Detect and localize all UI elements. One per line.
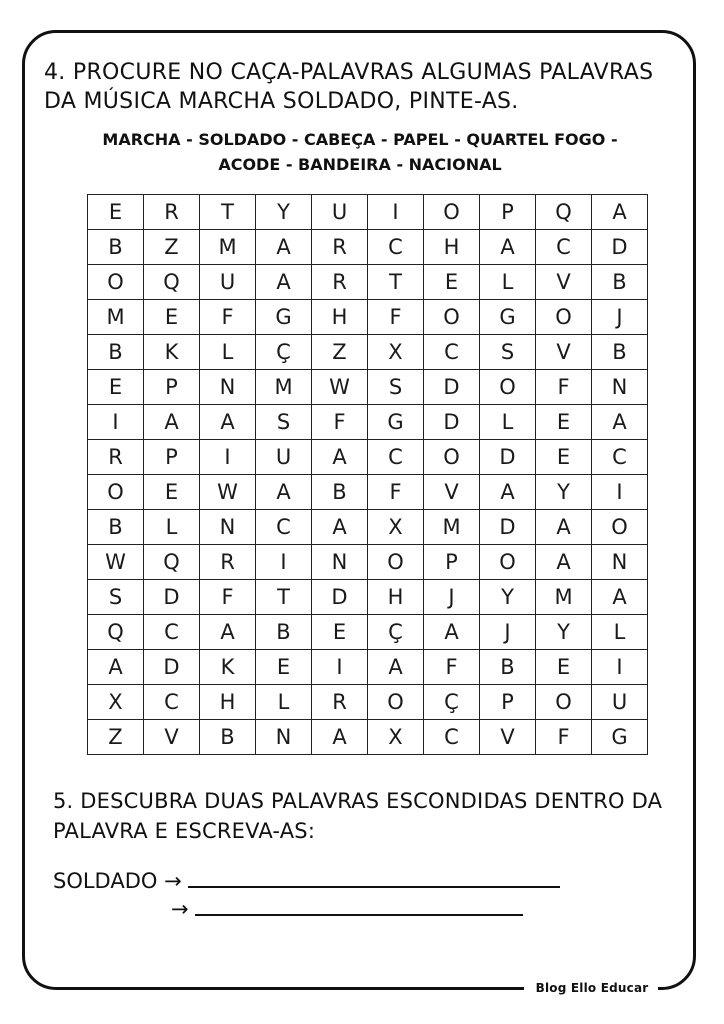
grid-cell[interactable]: O — [536, 685, 592, 720]
grid-row — [88, 545, 648, 580]
grid-row — [88, 615, 648, 650]
grid-cell[interactable]: A — [368, 650, 424, 685]
grid-cell[interactable]: E — [424, 265, 480, 300]
footer-credit: Blog Ello Educar — [535, 981, 649, 995]
grid-cell[interactable]: B — [592, 335, 648, 370]
grid-cell[interactable]: B — [480, 650, 536, 685]
grid-cell[interactable]: V — [536, 335, 592, 370]
grid-cell[interactable]: I — [312, 650, 368, 685]
grid-row — [88, 475, 648, 510]
grid-cell[interactable]: N — [312, 545, 368, 580]
grid-cell[interactable]: M — [88, 300, 144, 335]
grid-cell[interactable]: Q — [88, 615, 144, 650]
grid-cell[interactable]: O — [592, 510, 648, 545]
grid-cell[interactable]: G — [592, 720, 648, 755]
grid-cell[interactable]: A — [256, 265, 312, 300]
grid-cell[interactable]: H — [200, 685, 256, 720]
grid-cell[interactable]: F — [200, 580, 256, 615]
grid-cell[interactable]: D — [144, 650, 200, 685]
grid-cell[interactable]: O — [88, 265, 144, 300]
grid-cell[interactable]: D — [480, 510, 536, 545]
grid-cell[interactable]: O — [424, 195, 480, 230]
grid-cell[interactable]: K — [200, 650, 256, 685]
grid-cell[interactable]: V — [536, 265, 592, 300]
grid-cell[interactable]: Z — [312, 335, 368, 370]
grid-cell[interactable]: W — [312, 370, 368, 405]
grid-cell[interactable]: R — [200, 545, 256, 580]
grid-cell[interactable]: I — [592, 475, 648, 510]
grid-cell[interactable]: M — [536, 580, 592, 615]
grid-cell[interactable]: J — [592, 300, 648, 335]
grid-cell[interactable]: C — [368, 230, 424, 265]
grid-cell[interactable]: U — [200, 265, 256, 300]
grid-cell[interactable]: E — [88, 370, 144, 405]
grid-cell[interactable]: I — [88, 405, 144, 440]
grid-row — [88, 265, 648, 300]
grid-cell[interactable]: H — [312, 300, 368, 335]
grid-cell[interactable]: R — [88, 440, 144, 475]
grid-cell[interactable]: F — [424, 650, 480, 685]
grid-cell[interactable]: U — [312, 195, 368, 230]
grid-cell[interactable]: I — [368, 195, 424, 230]
grid-cell[interactable]: L — [480, 405, 536, 440]
grid-cell[interactable]: I — [592, 650, 648, 685]
grid-cell[interactable]: G — [256, 300, 312, 335]
grid-cell[interactable]: O — [480, 545, 536, 580]
grid-cell[interactable]: N — [200, 370, 256, 405]
grid-cell[interactable]: T — [368, 265, 424, 300]
grid-cell[interactable]: W — [88, 545, 144, 580]
grid-row — [88, 335, 648, 370]
grid-cell[interactable]: Z — [88, 720, 144, 755]
grid-cell[interactable]: A — [200, 615, 256, 650]
grid-cell[interactable]: A — [144, 405, 200, 440]
grid-cell[interactable]: P — [144, 440, 200, 475]
grid-cell[interactable]: K — [144, 335, 200, 370]
grid-cell[interactable]: F — [536, 720, 592, 755]
grid-cell[interactable]: P — [144, 370, 200, 405]
grid-cell[interactable]: E — [536, 440, 592, 475]
grid-cell[interactable]: J — [480, 615, 536, 650]
grid-cell[interactable]: E — [144, 475, 200, 510]
question-4-line-2: DA MÚSICA MARCHA SOLDADO, PINTE-AS. — [44, 89, 519, 114]
grid-cell[interactable]: Y — [480, 580, 536, 615]
grid-cell[interactable]: X — [368, 510, 424, 545]
grid-row — [88, 510, 648, 545]
grid-cell[interactable]: Y — [536, 475, 592, 510]
grid-cell[interactable]: V — [144, 720, 200, 755]
question-5-line-2: PALAVRA E ESCREVA-AS: — [53, 819, 316, 843]
grid-cell[interactable]: O — [88, 475, 144, 510]
grid-cell[interactable]: V — [480, 720, 536, 755]
grid-cell[interactable]: F — [368, 300, 424, 335]
arrow-icon: → — [171, 897, 189, 921]
grid-cell[interactable]: G — [480, 300, 536, 335]
answer-row-2 — [171, 896, 523, 921]
grid-cell[interactable]: D — [312, 580, 368, 615]
grid-cell[interactable]: S — [368, 370, 424, 405]
grid-cell[interactable]: B — [592, 265, 648, 300]
grid-cell[interactable]: I — [256, 545, 312, 580]
grid-row — [88, 195, 648, 230]
grid-cell[interactable]: L — [256, 685, 312, 720]
grid-cell[interactable]: C — [368, 440, 424, 475]
grid-cell[interactable]: A — [480, 475, 536, 510]
grid-cell[interactable]: A — [592, 580, 648, 615]
grid-cell[interactable]: A — [88, 650, 144, 685]
answer-line-1[interactable] — [188, 868, 560, 888]
grid-cell[interactable]: C — [424, 720, 480, 755]
grid-cell[interactable]: D — [424, 405, 480, 440]
grid-cell[interactable]: D — [480, 440, 536, 475]
grid-row — [88, 580, 648, 615]
grid-cell[interactable]: E — [536, 405, 592, 440]
grid-cell[interactable]: N — [256, 720, 312, 755]
grid-cell[interactable]: B — [200, 720, 256, 755]
grid-cell[interactable]: S — [88, 580, 144, 615]
grid-cell[interactable]: A — [256, 475, 312, 510]
grid-cell[interactable]: C — [144, 685, 200, 720]
grid-cell[interactable]: Z — [144, 230, 200, 265]
grid-cell[interactable]: R — [144, 195, 200, 230]
grid-cell[interactable]: N — [592, 370, 648, 405]
grid-cell[interactable]: C — [256, 510, 312, 545]
grid-row — [88, 300, 648, 335]
grid-cell[interactable]: C — [592, 440, 648, 475]
grid-cell[interactable]: L — [200, 335, 256, 370]
grid-cell[interactable]: A — [424, 615, 480, 650]
arrow-icon: → — [164, 869, 182, 893]
grid-cell[interactable]: D — [424, 370, 480, 405]
grid-cell[interactable]: Q — [536, 195, 592, 230]
grid-cell[interactable]: B — [88, 335, 144, 370]
grid-cell[interactable]: Ç — [424, 685, 480, 720]
grid-cell[interactable]: O — [368, 545, 424, 580]
grid-cell[interactable]: B — [88, 510, 144, 545]
grid-cell[interactable]: B — [256, 615, 312, 650]
grid-cell[interactable]: F — [368, 475, 424, 510]
grid-cell[interactable]: E — [536, 650, 592, 685]
grid-cell[interactable]: J — [424, 580, 480, 615]
grid-cell[interactable]: O — [536, 300, 592, 335]
grid-cell[interactable]: H — [368, 580, 424, 615]
grid-cell[interactable]: B — [312, 475, 368, 510]
grid-cell[interactable]: U — [256, 440, 312, 475]
grid-row — [88, 720, 648, 755]
grid-cell[interactable]: F — [536, 370, 592, 405]
word-list-line-2: ACODE - BANDEIRA - NACIONAL — [218, 155, 502, 174]
grid-cell[interactable]: W — [200, 475, 256, 510]
word-list-line-1: MARCHA - SOLDADO - CABEÇA - PAPEL - QUARTEL FOGO - — [102, 130, 618, 149]
grid-cell[interactable]: B — [88, 230, 144, 265]
grid-cell[interactable]: O — [368, 685, 424, 720]
grid-cell[interactable]: A — [312, 510, 368, 545]
grid-cell[interactable]: M — [256, 370, 312, 405]
grid-cell[interactable]: T — [200, 195, 256, 230]
grid-cell[interactable]: S — [256, 405, 312, 440]
grid-cell[interactable]: N — [592, 545, 648, 580]
grid-cell[interactable]: L — [592, 615, 648, 650]
grid-cell[interactable]: E — [144, 300, 200, 335]
grid-cell[interactable]: D — [144, 580, 200, 615]
grid-cell[interactable]: C — [144, 615, 200, 650]
grid-cell[interactable]: A — [312, 440, 368, 475]
grid-cell[interactable]: Q — [144, 265, 200, 300]
grid-cell[interactable]: R — [312, 230, 368, 265]
grid-cell[interactable]: A — [480, 230, 536, 265]
grid-cell[interactable]: E — [312, 615, 368, 650]
grid-cell[interactable]: E — [88, 195, 144, 230]
grid-cell[interactable]: D — [592, 230, 648, 265]
grid-cell[interactable]: R — [312, 265, 368, 300]
grid-cell[interactable]: G — [368, 405, 424, 440]
grid-cell[interactable]: O — [424, 300, 480, 335]
question-4-line-1: 4. PROCURE NO CAÇA-PALAVRAS ALGUMAS PALAVRAS — [44, 60, 654, 85]
grid-cell[interactable]: U — [592, 685, 648, 720]
grid-cell[interactable]: M — [424, 510, 480, 545]
grid-cell[interactable]: P — [424, 545, 480, 580]
grid-cell[interactable]: Q — [144, 545, 200, 580]
grid-row — [88, 685, 648, 720]
answer-row-1 — [53, 868, 560, 893]
grid-cell[interactable]: A — [592, 195, 648, 230]
grid-cell[interactable]: F — [312, 405, 368, 440]
grid-cell[interactable]: Y — [256, 195, 312, 230]
answer-line-2[interactable] — [195, 896, 523, 916]
grid-cell[interactable]: I — [200, 440, 256, 475]
grid-cell[interactable]: H — [424, 230, 480, 265]
grid-cell[interactable]: T — [256, 580, 312, 615]
grid-cell[interactable]: R — [312, 685, 368, 720]
question-4 — [44, 58, 684, 116]
grid-cell[interactable]: Ç — [368, 615, 424, 650]
question-5 — [53, 786, 693, 846]
grid-cell[interactable]: S — [480, 335, 536, 370]
grid-cell[interactable]: C — [536, 230, 592, 265]
grid-cell[interactable]: P — [480, 195, 536, 230]
grid-cell[interactable]: A — [200, 405, 256, 440]
grid-cell[interactable]: M — [200, 230, 256, 265]
grid-cell[interactable]: A — [312, 720, 368, 755]
answer-word: SOLDADO — [53, 869, 158, 893]
grid-row — [88, 230, 648, 265]
grid-cell[interactable]: C — [424, 335, 480, 370]
grid-row — [88, 650, 648, 685]
grid-cell[interactable]: O — [424, 440, 480, 475]
grid-cell[interactable]: X — [88, 685, 144, 720]
question-5-line-1: 5. DESCUBRA DUAS PALAVRAS ESCONDIDAS DENTRO DA — [53, 789, 663, 813]
grid-cell[interactable]: L — [480, 265, 536, 300]
grid-cell[interactable]: V — [424, 475, 480, 510]
grid-cell[interactable]: X — [368, 335, 424, 370]
grid-cell[interactable]: X — [368, 720, 424, 755]
grid-cell[interactable]: O — [480, 370, 536, 405]
word-search-grid — [87, 194, 648, 755]
grid-row — [88, 405, 648, 440]
grid-cell[interactable]: P — [480, 685, 536, 720]
grid-cell[interactable]: F — [200, 300, 256, 335]
grid-cell[interactable]: A — [592, 405, 648, 440]
grid-cell[interactable]: A — [256, 230, 312, 265]
grid-cell[interactable]: Y — [536, 615, 592, 650]
grid-cell[interactable]: A — [536, 545, 592, 580]
grid-cell[interactable]: A — [536, 510, 592, 545]
grid-cell[interactable]: Ç — [256, 335, 312, 370]
grid-cell[interactable]: N — [200, 510, 256, 545]
grid-cell[interactable]: E — [256, 650, 312, 685]
grid-cell[interactable]: L — [144, 510, 200, 545]
grid-row — [88, 370, 648, 405]
grid-row — [88, 440, 648, 475]
word-list — [40, 127, 680, 177]
